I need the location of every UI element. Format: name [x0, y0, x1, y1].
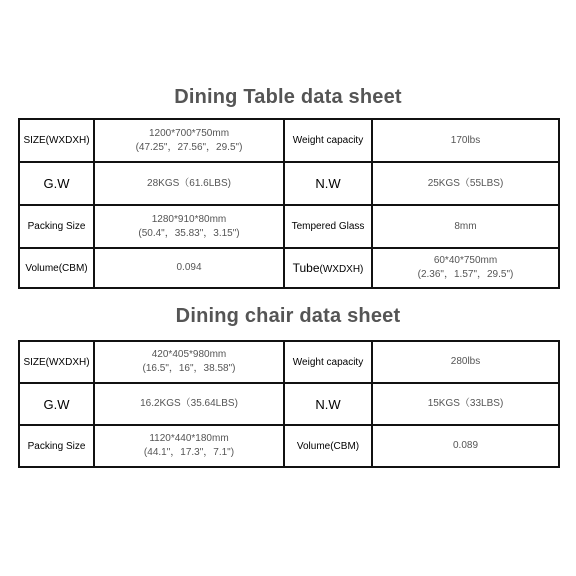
- size-label: SIZE(WXDXH): [19, 119, 94, 162]
- dining-chair-title: Dining chair data sheet: [175, 305, 401, 327]
- size-inch: (47.25"，27.56"，29.5"): [135, 141, 243, 153]
- tube-label: [284, 248, 372, 288]
- packing-size-value: [94, 205, 284, 248]
- volume-value: 0.094: [94, 248, 284, 288]
- net-weight-value: 25KGS（55LBS): [372, 162, 559, 205]
- volume-label: Volume(CBM): [284, 425, 372, 467]
- weight-capacity-value: 280lbs: [372, 341, 559, 383]
- gross-weight-value: 28KGS（61.6LBS): [94, 162, 284, 205]
- table-row-packing-size: [19, 205, 559, 248]
- weight-capacity-label: Weight capacity: [284, 119, 372, 162]
- gross-weight-value: 16.2KGS（35.64LBS): [94, 383, 284, 425]
- table-row-gross-weight: [19, 383, 559, 425]
- weight-capacity-value: 170lbs: [372, 119, 559, 162]
- tempered-glass-value: 8mm: [372, 205, 559, 248]
- size-mm: 1200*700*750mm: [148, 127, 230, 139]
- gross-weight-label: G.W: [19, 383, 94, 425]
- size-value: [94, 341, 284, 383]
- tube-value: [372, 248, 559, 288]
- size-inch: (16.5"，16"，38.58"): [142, 363, 236, 374]
- packing-size-inch: (44.1"，17.3"，7.1"): [143, 447, 235, 458]
- packing-size-label: Packing Size: [19, 205, 94, 248]
- tempered-glass-label: Tempered Glass: [284, 205, 372, 248]
- table-row-packing-size: [19, 425, 559, 467]
- table-row-volume: [19, 248, 559, 288]
- packing-size-value: [94, 425, 284, 467]
- table-row-size: [19, 341, 559, 383]
- net-weight-value: 15KGS（33LBS): [372, 383, 559, 425]
- packing-size-label: Packing Size: [19, 425, 94, 467]
- dining-table-title: Dining Table data sheet: [174, 86, 402, 108]
- packing-size-mm: 1120*440*180mm: [149, 433, 229, 444]
- table-row-gross-weight: [19, 162, 559, 205]
- size-value: [94, 119, 284, 162]
- tube-label-sub: (WXDXH): [319, 264, 364, 275]
- tube-mm: 60*40*750mm: [433, 255, 498, 266]
- volume-value: 0.089: [372, 425, 559, 467]
- size-mm: 420*405*980mm: [151, 349, 227, 360]
- dining-chair-spec-table: [18, 340, 560, 468]
- size-label: SIZE(WXDXH): [19, 341, 94, 383]
- volume-label: Volume(CBM): [19, 248, 94, 288]
- packing-size-inch: (50.4"，35.83"，3.15"): [138, 227, 240, 239]
- packing-size-mm: 1280*910*80mm: [151, 213, 227, 225]
- table-row-size: [19, 119, 559, 162]
- net-weight-label: N.W: [284, 162, 372, 205]
- weight-capacity-label: Weight capacity: [284, 341, 372, 383]
- gross-weight-label: G.W: [19, 162, 94, 205]
- net-weight-label: N.W: [284, 383, 372, 425]
- dining-table-spec-table: [18, 118, 560, 289]
- tube-label-main: Tube: [292, 261, 320, 275]
- tube-inch: (2.36"，1.57"，29.5"): [417, 269, 514, 280]
